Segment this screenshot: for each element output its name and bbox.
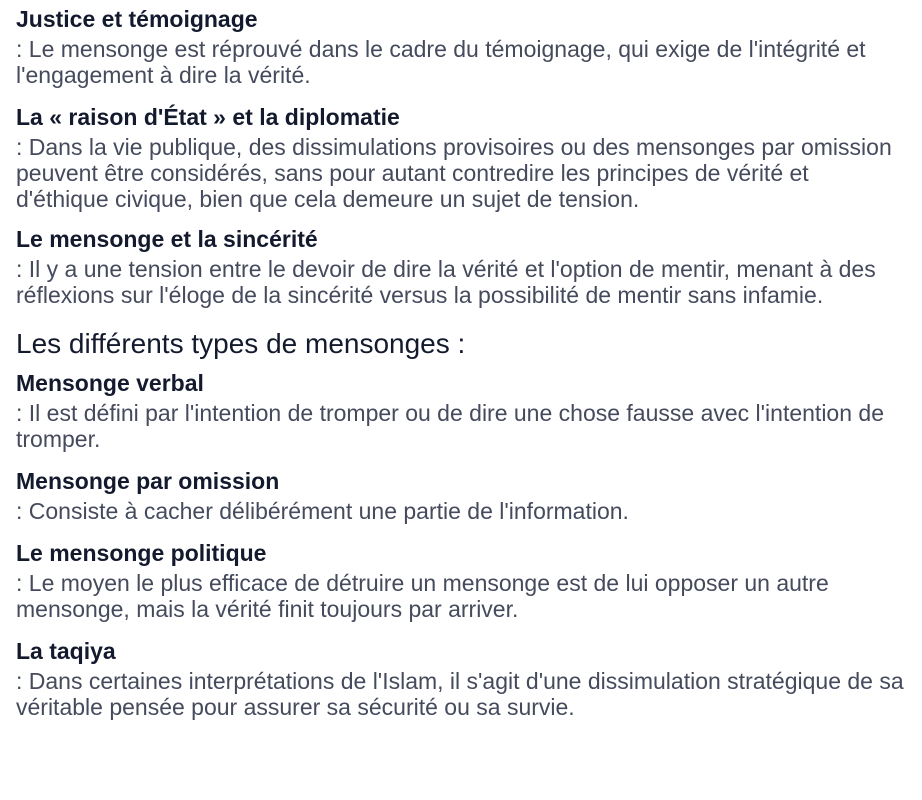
entry-title: Le mensonge et la sincérité [16, 226, 318, 252]
entry-taqiya [16, 638, 906, 720]
entry-title: La « raison d'État » et la diplomatie [16, 104, 400, 130]
entry-body: : Le mensonge est réprouvé dans le cadre du témoignage, qui exige de l'intégrité et l'engagement à dire la vérité. [16, 36, 866, 88]
entry-title: Le mensonge politique [16, 540, 267, 566]
entry-sincerite [16, 226, 906, 308]
entry-mensonge-politique [16, 540, 906, 622]
entry-body: : Dans certaines interprétations de l'Islam, il s'agit d'une dissimulation stratégique de sa véritable pensée pour assurer sa sécurité ou sa survie. [16, 668, 904, 720]
entry-title: Mensonge verbal [16, 370, 204, 396]
entry-mensonge-omission [16, 468, 906, 524]
entry-body: : Il est défini par l'intention de tromper ou de dire une chose fausse avec l'intention de tromper. [16, 400, 884, 452]
entry-body: : Le moyen le plus efficace de détruire un mensonge est de lui opposer un autre mensonge, mais la vérité finit toujours par arriver. [16, 570, 829, 622]
entry-body: : Consiste à cacher délibérément une partie de l'information. [16, 498, 629, 524]
entry-title: La taqiya [16, 638, 116, 664]
entry-raison-etat [16, 104, 906, 212]
entry-mensonge-verbal [16, 370, 906, 452]
types-heading: Les différents types de mensonges : [16, 328, 466, 359]
entry-title: Mensonge par omission [16, 468, 280, 494]
entry-body: : Il y a une tension entre le devoir de dire la vérité et l'option de mentir, menant à des réflexions sur l'éloge de la sincérité versus la possibilité de mentir sans infamie. [16, 256, 876, 308]
entry-title: Justice et témoignage [16, 6, 258, 32]
entry-body: : Dans la vie publique, des dissimulations provisoires ou des mensonges par omission peuvent être considérés, sans pour autant contredire les principes de vérité et d'éthique civique, bien que cela demeure un sujet de tension. [16, 134, 892, 212]
entry-justice [16, 6, 906, 88]
